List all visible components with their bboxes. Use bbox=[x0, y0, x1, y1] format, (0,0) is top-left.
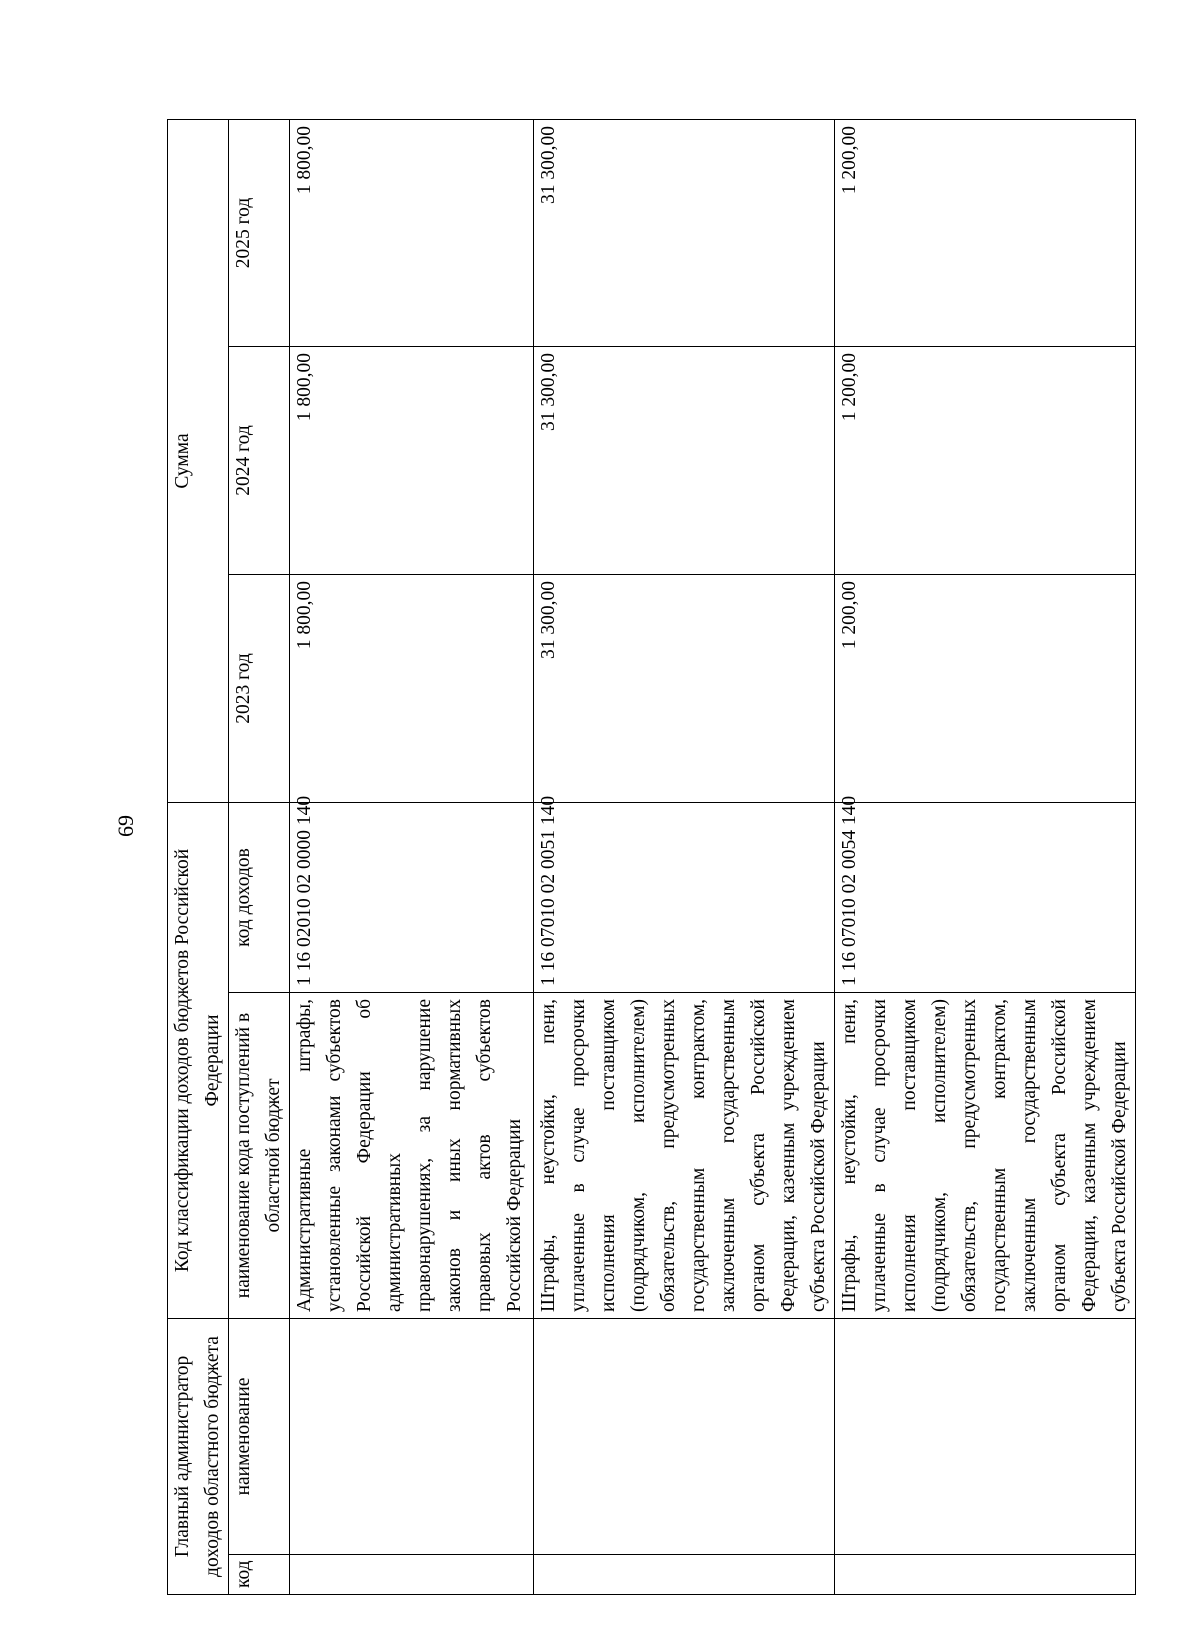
header-classification-group: Код классификации доходов бюджетов Российской Федерации bbox=[168, 803, 229, 1319]
cell-sum-2024: 1 800,00 bbox=[290, 347, 534, 575]
header-admin-group: Главный администратор доходов областного бюджета bbox=[168, 1319, 229, 1595]
cell-description: Штрафы, неустойки, пени, уплаченные в случае просрочки исполнения поставщиком (подрядчиком, исполнителем) обязательств, предусмотренных государственным контрактом, заключенным государственным органом субъекта Российской Федерации, казенным учреждением субъекта Российской Федерации bbox=[835, 993, 1136, 1319]
cell-kod bbox=[290, 1555, 534, 1595]
cell-sum-2025: 1 200,00 bbox=[835, 119, 1136, 346]
cell-income-code: 1 16 07010 02 0051 140 bbox=[534, 803, 835, 993]
cell-kod bbox=[534, 1555, 835, 1595]
table-row bbox=[835, 119, 1136, 1594]
cell-description: Административные штрафы, установленные законами субъектов Российской Федерации об административных правонарушениях, за нарушение законов и иных нормативных правовых актов субъектов Российской Федерации bbox=[290, 993, 534, 1319]
cell-income-code: 1 16 07010 02 0054 140 bbox=[835, 803, 1136, 993]
cell-description: Штрафы, неустойки, пени, уплаченные в случае просрочки исполнения поставщиком (подрядчиком, исполнителем) обязательств, предусмотренных государственным контрактом, заключенным государственным органом субъекта Российской Федерации, казенным учреждением субъекта Российской Федерации bbox=[534, 993, 835, 1319]
cell-naimenovanie bbox=[534, 1319, 835, 1555]
header-2025: 2025 год bbox=[229, 119, 290, 346]
cell-sum-2023: 1 800,00 bbox=[290, 575, 534, 803]
cell-naimenovanie bbox=[835, 1319, 1136, 1555]
cell-income-code: 1 16 02010 02 0000 140 bbox=[290, 803, 534, 993]
cell-sum-2024: 31 300,00 bbox=[534, 347, 835, 575]
table-row bbox=[290, 119, 534, 1594]
cell-sum-2025: 31 300,00 bbox=[534, 119, 835, 346]
cell-naimenovanie bbox=[290, 1319, 534, 1555]
cell-sum-2023: 1 200,00 bbox=[835, 575, 1136, 803]
revenue-table bbox=[167, 119, 1136, 1595]
header-2023: 2023 год bbox=[229, 575, 290, 803]
header-2024: 2024 год bbox=[229, 347, 290, 575]
header-kod: код bbox=[229, 1555, 290, 1595]
page-number: 69 bbox=[113, 815, 138, 837]
header-kod-dohodov: код доходов bbox=[229, 803, 290, 993]
cell-sum-2024: 1 200,00 bbox=[835, 347, 1136, 575]
cell-sum-2025: 1 800,00 bbox=[290, 119, 534, 346]
cell-sum-2023: 31 300,00 bbox=[534, 575, 835, 803]
table-row bbox=[534, 119, 835, 1594]
header-sum-group: Сумма bbox=[168, 119, 229, 802]
header-naimenovanie: наименование bbox=[229, 1319, 290, 1555]
cell-kod bbox=[835, 1555, 1136, 1595]
rotated-page bbox=[167, 120, 1130, 1595]
header-naim-koda: наименование кода поступлений в областной бюджет bbox=[229, 993, 290, 1319]
